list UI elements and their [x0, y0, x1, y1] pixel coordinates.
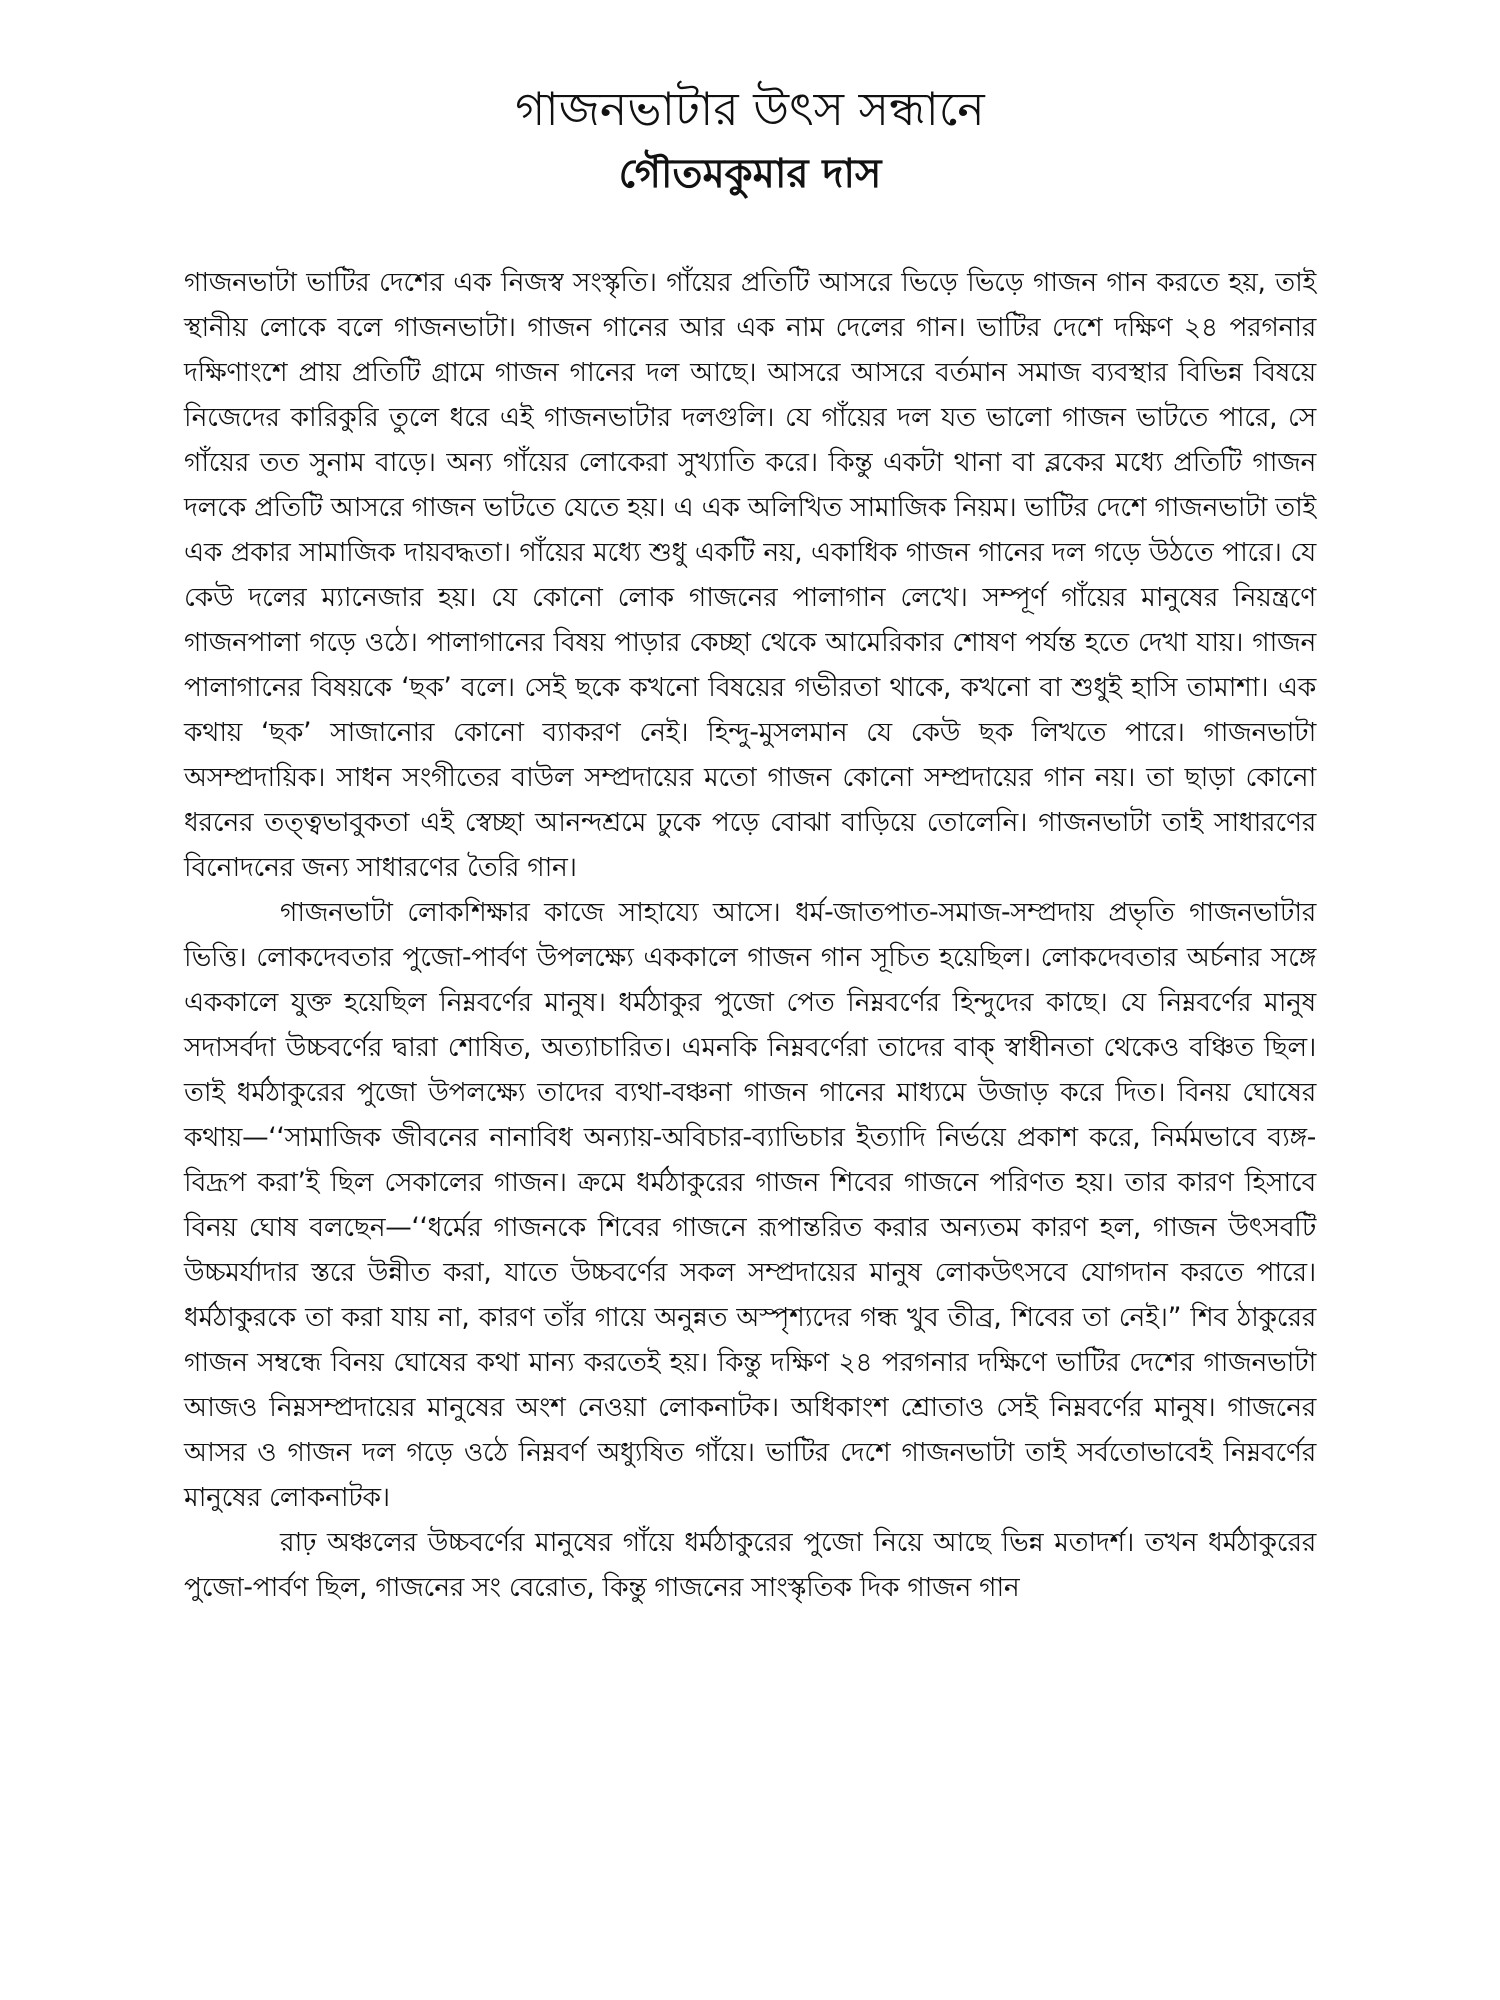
paragraph-3: রাঢ় অঞ্চলের উচ্চবর্ণের মানুষের গাঁয়ে ধর্মঠাকুরের পুজো নিয়ে আছে ভিন্ন মতাদর্শ। তখন ধর্মঠাকুরের পুজো-পার্বণ ছিল, গাজনের সং বেরোত, কিন্তু গাজনের সাংস্কৃতিক দিক গাজন গান	[184, 1527, 1316, 1603]
article-body	[184, 260, 1316, 1610]
paragraph-2: গাজনভাটা লোকশিক্ষার কাজে সাহায্যে আসে। ধর্ম-জাতপাত-সমাজ-সম্প্রদায় প্রভৃতি গাজনভাটার ভিত্তি। লোকদেবতার পুজো-পার্বণ উপলক্ষ্যে এককালে গাজন গান সূচিত হয়েছিল। লোকদেবতার অর্চনার সঙ্গে এককালে যুক্ত হয়েছিল নিম্নবর্ণের মানুষ। ধর্মঠাকুর পুজো পেত নিম্নবর্ণের হিন্দুদের কাছে। যে নিম্নবর্ণের মানুষ সদাসর্বদা উচ্চবর্ণের দ্বারা শোষিত, অত্যাচারিত। এমনকি নিম্নবর্ণেরা তাদের বাক্ স্বাধীনতা থেকেও বঞ্চিত ছিল। তাই ধর্মঠাকুরের পুজো উপলক্ষ্যে তাদের ব্যথা-বঞ্চনা গাজন গানের মাধ্যমে উজাড় করে দিত। বিনয় ঘোষের কথায়—‘‘সামাজিক জীবনের নানাবিধ অন্যায়-অবিচার-ব্যাভিচার ইত্যাদি নির্ভয়ে প্রকাশ করে, নির্মমভাবে ব্যঙ্গ-বিদ্রূপ করা’ই ছিল সেকালের গাজন। ক্রমে ধর্মঠাকুরের গাজন শিবের গাজনে পরিণত হয়। তার কারণ হিসাবে বিনয় ঘোষ বলছেন—‘‘ধর্মের গাজনকে শিবের গাজনে রূপান্তরিত করার অন্যতম কারণ হল, গাজন উৎসবটি উচ্চমর্যাদার স্তরে উন্নীত করা, যাতে উচ্চবর্ণের সকল সম্প্রদায়ের মানুষ লোকউৎসবে যোগদান করতে পারে। ধর্মঠাকুরকে তা করা যায় না, কারণ তাঁর গায়ে অনুন্নত অস্পৃশ্যদের গন্ধ খুব তীব্র, শিবের তা নেই।” শিব ঠাকুরের গাজন সম্বন্ধে বিনয় ঘোষের কথা মান্য করতেই হয়। কিন্তু দক্ষিণ ২৪ পরগনার দক্ষিণে ভাটির দেশের গাজনভাটা আজও নিম্নসম্প্রদায়ের মানুষের অংশ নেওয়া লোকনাটক। অধিকাংশ শ্রোতাও সেই নিম্নবর্ণের মানুষ। গাজনের আসর ও গাজন দল গড়ে ওঠে নিম্নবর্ণ অধ্যুষিত গাঁয়ে। ভাটির দেশে গাজনভাটা তাই সর্বতোভাবেই নিম্নবর্ণের মানুষের লোকনাটক।	[184, 897, 1316, 1513]
article-title: গাজনভাটার উৎস সন্ধানে	[515, 82, 985, 136]
paragraph-1: গাজনভাটা ভাটির দেশের এক নিজস্ব সংস্কৃতি। গাঁয়ের প্রতিটি আসরে ভিড়ে ভিড়ে গাজন গান করতে হয়, তাই স্থানীয় লোকে বলে গাজনভাটা। গাজন গানের আর এক নাম দেলের গান। ভাটির দেশে দক্ষিণ ২৪ পরগনার দক্ষিণাংশে প্রায় প্রতিটি গ্রামে গাজন গানের দল আছে। আসরে আসরে বর্তমান সমাজ ব্যবস্থার বিভিন্ন বিষয়ে নিজেদের কারিকুরি তুলে ধরে এই গাজনভাটার দলগুলি। যে গাঁয়ের দল যত ভালো গাজন ভাটতে পারে, সে গাঁয়ের তত সুনাম বাড়ে। অন্য গাঁয়ের লোকেরা সুখ্যাতি করে। কিন্তু একটা থানা বা ব্লকের মধ্যে প্রতিটি গাজন দলকে প্রতিটি আসরে গাজন ভাটতে যেতে হয়। এ এক অলিখিত সামাজিক নিয়ম। ভাটির দেশে গাজনভাটা তাই এক প্রকার সামাজিক দায়বদ্ধতা। গাঁয়ের মধ্যে শুধু একটি নয়, একাধিক গাজন গানের দল গড়ে উঠতে পারে। যে কেউ দলের ম্যানেজার হয়। যে কোনো লোক গাজনের পালাগান লেখে। সম্পূর্ণ গাঁয়ের মানুষের নিয়ন্ত্রণে গাজনপালা গড়ে ওঠে। পালাগানের বিষয় পাড়ার কেচ্ছা থেকে আমেরিকার শোষণ পর্যন্ত হতে দেখা যায়। গাজন পালাগানের বিষয়কে ‘ছক’ বলে। সেই ছকে কখনো বিষয়ের গভীরতা থাকে, কখনো বা শুধুই হাসি তামাশা। এক কথায় ‘ছক’ সাজানোর কোনো ব্যাকরণ নেই। হিন্দু-মুসলমান যে কেউ ছক লিখতে পারে। গাজনভাটা অসম্প্রদায়িক। সাধন সংগীতের বাউল সম্প্রদায়ের মতো গাজন কোনো সম্প্রদায়ের গান নয়। তা ছাড়া কোনো ধরনের তত্ত্বভাবুকতা এই স্বেচ্ছা আনন্দশ্রমে ঢুকে পড়ে বোঝা বাড়িয়ে তোলেনি। গাজনভাটা তাই সাধারণের বিনোদনের জন্য সাধারণের তৈরি গান।	[184, 267, 1316, 883]
article-author: গৌতমকুমার দাস	[618, 151, 882, 197]
article-header	[0, 78, 1500, 202]
